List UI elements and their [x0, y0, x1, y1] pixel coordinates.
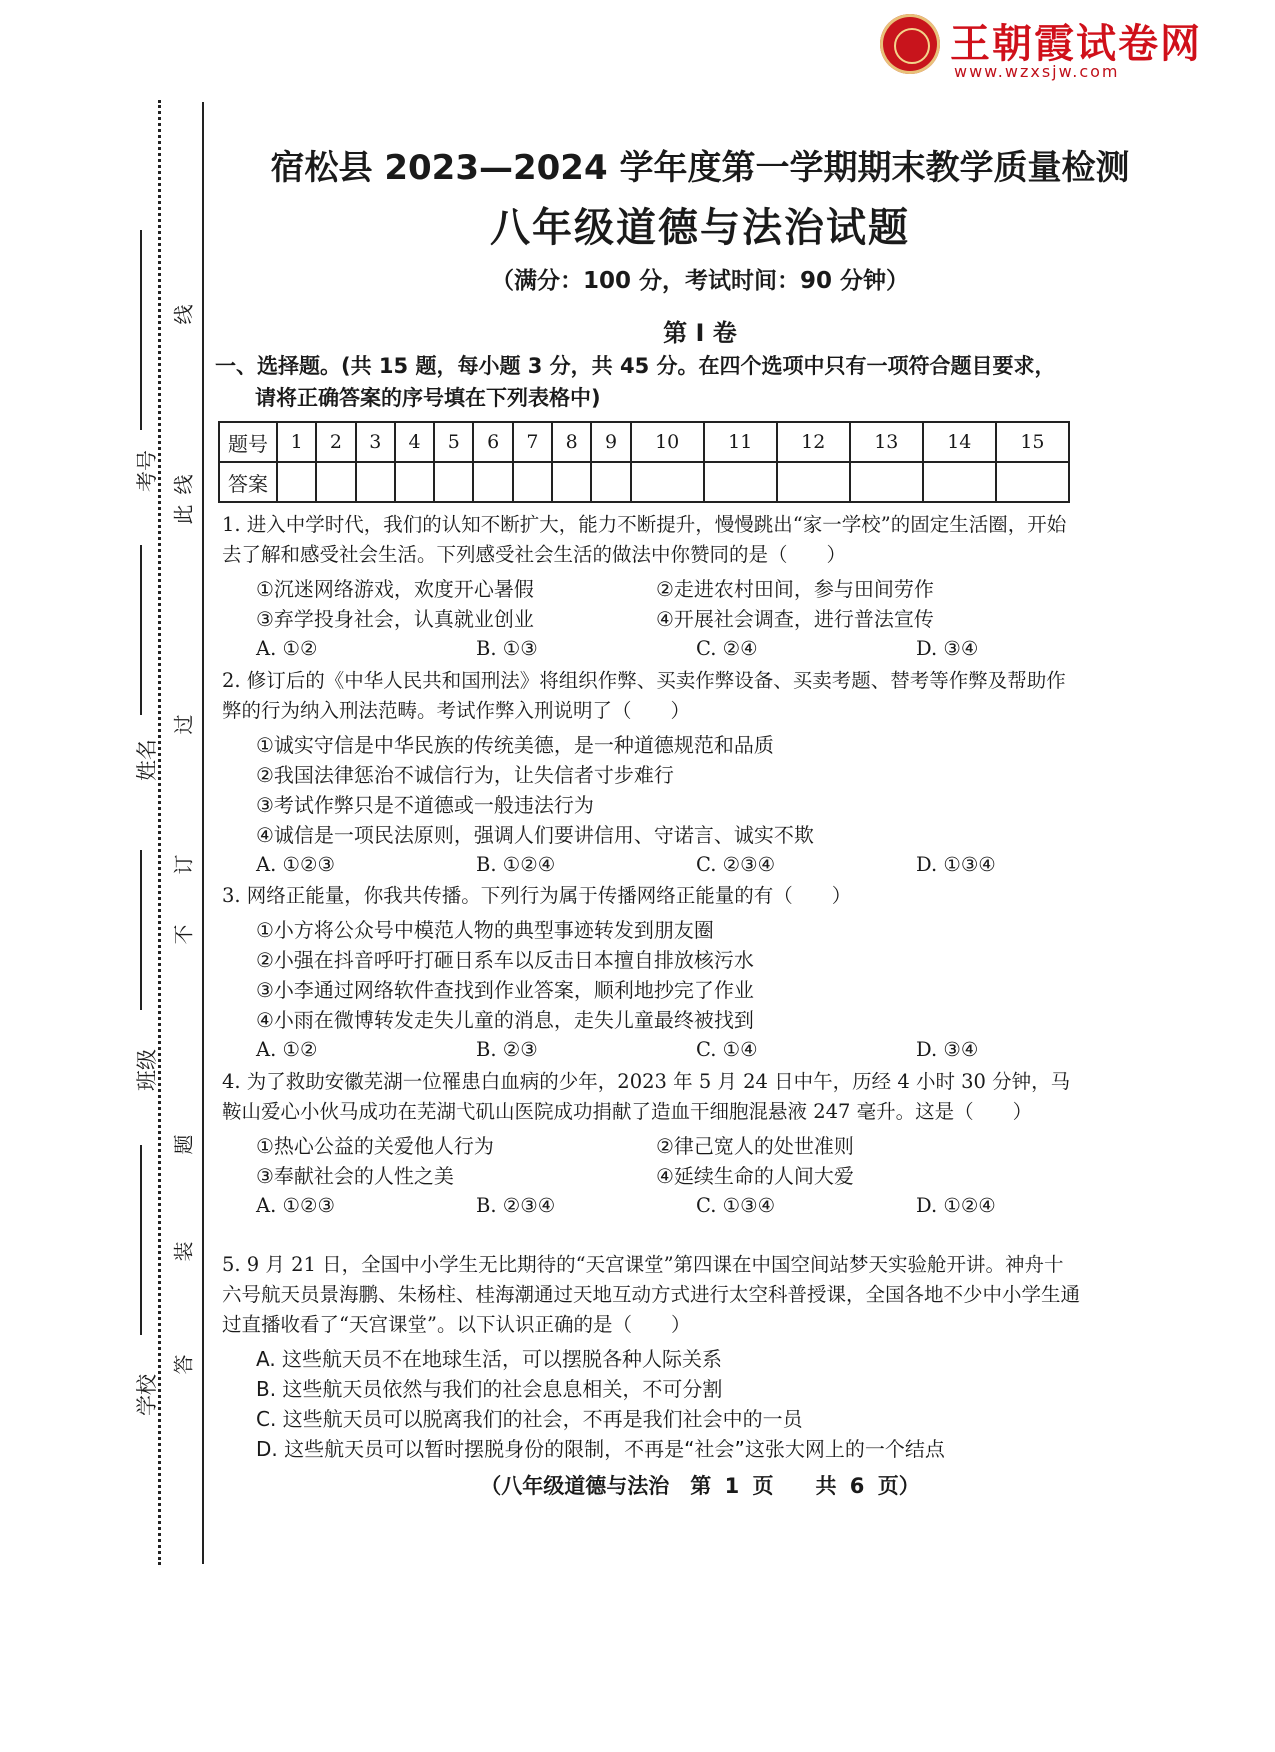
field-line-name — [140, 545, 142, 715]
answer-cell[interactable] — [473, 462, 512, 502]
statement: ②小强在抖音呼吁打砸日系车以反击日本擅自排放核污水 — [256, 948, 754, 972]
volume-heading: 第 I 卷 — [663, 319, 737, 347]
answer-cell[interactable] — [513, 462, 552, 502]
choice-c: C. 这些航天员可以脱离我们的社会，不再是我们社会中的一员 — [256, 1407, 803, 1431]
choice-b: B. ①②④ — [476, 853, 556, 876]
choice-b: B. ②③ — [476, 1038, 538, 1061]
binding-dotted-line — [158, 100, 161, 1565]
logo-seal-icon — [880, 14, 940, 74]
seal-char: 不 — [171, 924, 196, 945]
question-number-cell: 9 — [591, 422, 630, 462]
question-statements — [222, 1131, 1082, 1191]
question-1 — [222, 510, 1082, 664]
seal-char: 过 — [171, 714, 196, 735]
answer-cell[interactable] — [704, 462, 777, 502]
question-number-cell: 2 — [316, 422, 355, 462]
question-number-cell: 6 — [473, 422, 512, 462]
section-instructions-line2: 请将正确答案的序号填在下列表格中) — [255, 386, 601, 410]
answer-cell[interactable] — [316, 462, 355, 502]
choice-d: D. ③④ — [916, 1038, 979, 1061]
seal-char: 订 — [171, 854, 196, 875]
field-line-class — [140, 850, 142, 1010]
answer-cell[interactable] — [434, 462, 473, 502]
choice-d: D. ①②④ — [916, 1194, 996, 1217]
exam-title-line2: 八年级道德与法治试题 — [490, 205, 910, 251]
question-number-cell: 14 — [923, 422, 996, 462]
section-instructions — [215, 350, 1085, 414]
question-stem: 2. 修订后的《中华人民共和国刑法》将组织作弊、买卖作弊设备、买卖考题、替考等作弊及帮助作弊的行为纳入刑法范畴。考试作弊入刑说明了（ ） — [222, 669, 1066, 722]
choice-b: B. 这些航天员依然与我们的社会息息相关，不可分割 — [256, 1377, 723, 1401]
choice-a: A. 这些航天员不在地球生活，可以摆脱各种人际关系 — [256, 1347, 723, 1371]
answer-table-row1-label: 题号 — [219, 422, 277, 462]
choice-a: A. ①②③ — [256, 853, 335, 876]
seal-char: 线 — [171, 304, 196, 325]
question-options — [222, 1344, 1082, 1464]
seal-char: 线 — [171, 474, 196, 495]
question-number-cell: 11 — [704, 422, 777, 462]
answer-table-row2-label: 答案 — [219, 462, 277, 502]
statement: ③考试作弊只是不道德或一般违法行为 — [256, 793, 594, 817]
field-line-exam-no — [140, 230, 142, 430]
answer-cell[interactable] — [277, 462, 316, 502]
answer-cell[interactable] — [591, 462, 630, 502]
question-number-cell: 13 — [850, 422, 923, 462]
statement: ③小李通过网络软件查找到作业答案，顺利地抄完了作业 — [256, 978, 754, 1002]
answer-table-answer-row — [219, 462, 1069, 502]
statement: ①沉迷网络游戏，欢度开心暑假 — [256, 577, 534, 601]
question-choices — [222, 634, 1082, 664]
seal-char: 此 — [171, 504, 196, 525]
question-stem: 3. 网络正能量，你我共传播。下列行为属于传播网络正能量的有（ ） — [222, 884, 852, 907]
answer-cell[interactable] — [631, 462, 704, 502]
question-stem: 5. 9 月 21 日，全国中小学生无比期待的“天宫课堂”第四课在中国空间站梦天实验舱开讲。神舟十六号航天员景海鹏、朱杨柱、桂海潮通过天地互动方式进行太空科普授课，全国各地不少中小学生通过直播收看了“天宫课堂”。以下认识正确的是（ ） — [222, 1253, 1081, 1336]
statement: ③奉献社会的人性之美 — [256, 1164, 454, 1188]
choice-b: B. ②③④ — [476, 1194, 556, 1217]
question-statements — [222, 730, 1082, 850]
answer-cell[interactable] — [356, 462, 395, 502]
seal-char: 答 — [171, 1354, 196, 1375]
choice-d: D. 这些航天员可以暂时摆脱身份的限制，不再是“社会”这张大网上的一个结点 — [256, 1437, 945, 1461]
answer-cell[interactable] — [923, 462, 996, 502]
answer-cell[interactable] — [996, 462, 1069, 502]
statement: ②律己宽人的处世准则 — [656, 1134, 854, 1158]
answer-cell[interactable] — [777, 462, 850, 502]
question-4 — [222, 1067, 1082, 1221]
statement: ①诚实守信是中华民族的传统美德，是一种道德规范和品质 — [256, 733, 774, 757]
choice-a: A. ①② — [256, 637, 318, 660]
answer-cell[interactable] — [850, 462, 923, 502]
answer-table — [218, 421, 1070, 503]
choice-d: D. ③④ — [916, 637, 979, 660]
question-2 — [222, 666, 1082, 880]
statement: ③弃学投身社会，认真就业创业 — [256, 607, 534, 631]
statement: ④小雨在微博转发走失儿童的消息，走失儿童最终被找到 — [256, 1008, 754, 1032]
question-number-cell: 7 — [513, 422, 552, 462]
choice-c: C. ②④ — [696, 637, 758, 660]
question-number-cell: 15 — [996, 422, 1069, 462]
question-stem: 4. 为了救助安徽芜湖一位罹患白血病的少年，2023 年 5 月 24 日中午，历经 4 小时 30 分钟，马鞍山爱心小伙马成功在芜湖弋矶山医院成功捐献了造血干细胞混悬液 247 毫升。这是（ ） — [222, 1070, 1071, 1123]
statement: ②我国法律惩治不诚信行为，让失信者寸步难行 — [256, 763, 674, 787]
question-choices — [222, 1191, 1082, 1221]
question-5 — [222, 1250, 1082, 1464]
question-choices — [222, 1035, 1082, 1065]
field-line-school — [140, 1145, 142, 1335]
label-class: 班级 — [135, 1049, 159, 1091]
question-number-cell: 8 — [552, 422, 591, 462]
label-exam-no: 考号 — [135, 450, 159, 492]
question-statements — [222, 574, 1082, 634]
choice-c: C. ①③④ — [696, 1194, 776, 1217]
choice-d: D. ①③④ — [916, 853, 996, 876]
choice-a: A. ①② — [256, 1038, 318, 1061]
answer-table-number-row — [219, 422, 1069, 462]
question-number-cell: 10 — [631, 422, 704, 462]
question-number-cell: 1 — [277, 422, 316, 462]
question-number-cell: 5 — [434, 422, 473, 462]
question-3 — [222, 881, 1082, 1065]
exam-title-line1: 宿松县 2023—2024 学年度第一学期期末教学质量检测 — [270, 148, 1130, 188]
page-footer: （八年级道德与法治 第 1 页 共 6 页） — [480, 1474, 920, 1498]
question-number-cell: 4 — [395, 422, 434, 462]
label-name: 姓名 — [135, 739, 159, 781]
question-stem: 1. 进入中学时代，我们的认知不断扩大，能力不断提升，慢慢跳出“家一学校”的固定生活圈，开始去了解和感受社会生活。下列感受社会生活的做法中你赞同的是（ ） — [222, 513, 1067, 566]
choice-a: A. ①②③ — [256, 1194, 335, 1217]
statement: ④开展社会调查，进行普法宣传 — [656, 607, 934, 631]
question-statements — [222, 915, 1082, 1035]
label-school: 学校 — [135, 1374, 159, 1416]
choice-c: C. ①④ — [696, 1038, 758, 1061]
choice-c: C. ②③④ — [696, 853, 776, 876]
binding-solid-line — [202, 102, 204, 1564]
answer-cell[interactable] — [395, 462, 434, 502]
answer-cell[interactable] — [552, 462, 591, 502]
logo-brand: 王朝霞试卷网 — [950, 21, 1202, 67]
question-number-cell: 12 — [777, 422, 850, 462]
logo-url: www.wzxsjw.com — [954, 62, 1120, 81]
seal-char: 题 — [171, 1134, 196, 1155]
choice-b: B. ①③ — [476, 637, 538, 660]
statement: ①小方将公众号中模范人物的典型事迹转发到朋友圈 — [256, 918, 714, 942]
site-logo — [880, 10, 1202, 81]
exam-info: （满分：100 分，考试时间：90 分钟） — [490, 268, 910, 294]
statement: ④诚信是一项民法原则，强调人们要讲信用、守诺言、诚实不欺 — [256, 823, 814, 847]
seal-char: 装 — [171, 1241, 196, 1262]
question-number-cell: 3 — [356, 422, 395, 462]
section-instructions-line1: 一、选择题。(共 15 题，每小题 3 分，共 45 分。在四个选项中只有一项符合题目要求， — [215, 354, 1056, 378]
statement: ④延续生命的人间大爱 — [656, 1164, 854, 1188]
statement: ②走进农村田间，参与田间劳作 — [656, 577, 934, 601]
question-choices — [222, 850, 1082, 880]
statement: ①热心公益的关爱他人行为 — [256, 1134, 494, 1158]
